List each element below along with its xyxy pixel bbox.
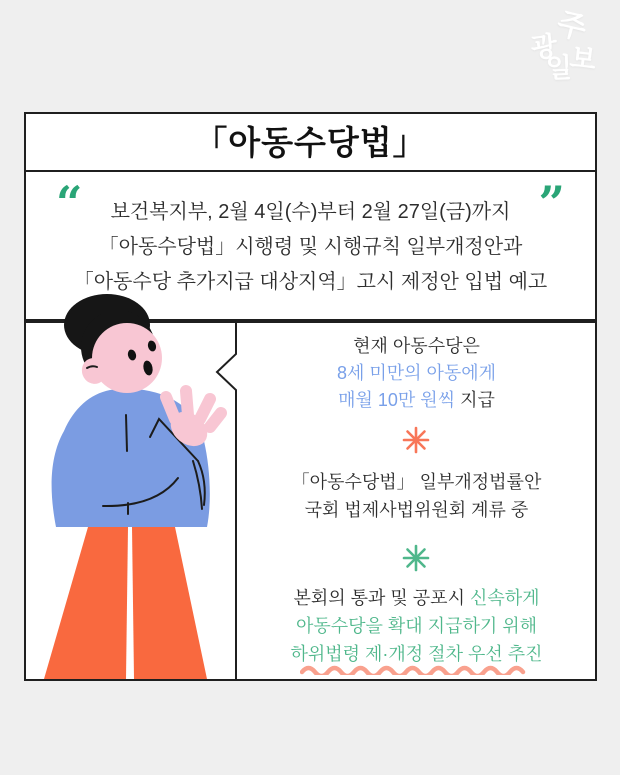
current-line-2: 8세 미만의 아동에게 bbox=[336, 363, 497, 383]
plan-line-2: 아동수당을 확대 지급하기 위해 bbox=[295, 616, 538, 636]
quote-line-1: 보건복지부, 2월 4일(수)부터 2월 27일(금)까지 bbox=[110, 201, 511, 223]
logo-char: 주 bbox=[553, 6, 590, 47]
plan-line-1 bbox=[238, 584, 595, 612]
logo-char: 보 bbox=[568, 42, 598, 76]
person-illustration bbox=[26, 291, 235, 679]
current-allowance-text bbox=[238, 333, 595, 414]
wavy-underline bbox=[300, 663, 532, 675]
pending-bill-text bbox=[238, 468, 595, 524]
asterisk-icon-coral bbox=[402, 426, 430, 454]
current-line-3-rest: 지급 bbox=[455, 390, 495, 410]
plan-line-1-highlight: 신속하게 bbox=[469, 588, 540, 608]
asterisk-icon-green bbox=[402, 544, 430, 572]
card-news-panel bbox=[24, 112, 597, 681]
plan-line-1-prefix: 본회의 통과 및 공포시 bbox=[293, 588, 470, 608]
current-line-3 bbox=[238, 387, 595, 414]
current-line-3-highlight: 매월 10만 원씩 bbox=[338, 390, 456, 410]
pending-line-1: 「아동수당법」 일부개정법률안 bbox=[291, 472, 542, 492]
plan-text bbox=[238, 584, 595, 668]
logo-char: 일 bbox=[545, 52, 573, 84]
open-quote-icon: “ bbox=[56, 176, 83, 230]
logo-char: 광 bbox=[529, 30, 559, 64]
current-line-1: 현재 아동수당은 bbox=[353, 336, 480, 356]
close-quote-icon: ” bbox=[538, 176, 565, 230]
quote-line-2: 「아동수당법」시행령 및 시행규칙 일부개정안과 bbox=[98, 236, 523, 258]
plan-line-3: 하위법령 제·개정 절차 우선 추진 bbox=[290, 644, 543, 664]
quote-text bbox=[26, 195, 595, 300]
gwangju-ilbo-logo bbox=[0, 0, 620, 100]
page-title: 「아동수당법」 bbox=[26, 114, 595, 172]
quote-line-3: 「아동수당 추가지급 대상지역」고시 제정안 입법 예고 bbox=[73, 271, 548, 293]
pending-line-2: 국회 법제사법위원회 계류 중 bbox=[304, 500, 529, 520]
